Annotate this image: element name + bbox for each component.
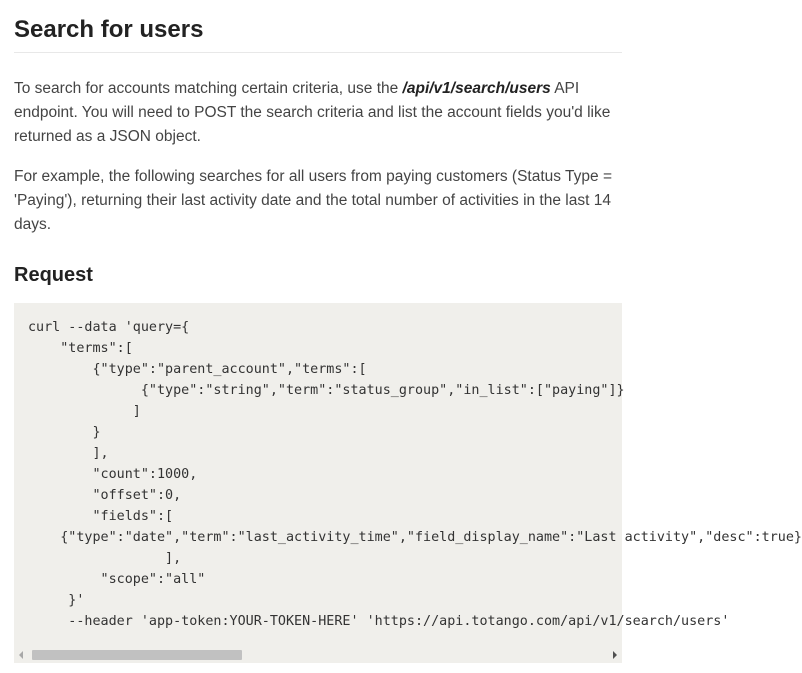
intro-text-after: API endpoint. You will need to POST the search criteria and list the account fields you'd like returned as a JSON object. [14,80,611,145]
code-line: "fields":[ [28,509,174,524]
horizontal-scrollbar[interactable] [14,647,622,663]
code-line: "scope":"all" [28,572,206,587]
code-line: "offset":0, [28,488,182,503]
code-line: {"type":"parent_account","terms":[ [28,362,367,377]
scroll-right-arrow-icon[interactable] [613,651,617,659]
request-heading: Request [14,264,93,286]
intro-text-before: To search for accounts matching certain criteria, use the [14,80,403,97]
scroll-left-arrow-icon[interactable] [19,651,23,659]
code-line: ], [28,551,182,566]
code-line: {"type":"date","term":"last_activity_time","field_display_name":"Last activity","desc":true} [28,530,802,545]
code-line: curl --data 'query={ [28,320,190,335]
scrollbar-thumb[interactable] [32,650,242,660]
page-title: Search for users [14,0,622,53]
code-content [28,317,802,632]
code-line: }' [28,593,85,608]
api-path: /api/v1/search/users [402,80,551,97]
example-paragraph: For example, the following searches for all users from paying customers (Status Type = 'Paying'), returning their last activity date and the total number of activities in the last 14 days. [14,168,613,233]
code-line: "terms":[ [28,341,133,356]
code-line: "count":1000, [28,467,198,482]
code-line: } [28,425,101,440]
code-block[interactable] [14,303,802,663]
article [14,0,802,663]
intro-paragraph [14,77,622,149]
code-line: ], [28,446,109,461]
code-line: --header 'app-token:YOUR-TOKEN-HERE' 'https://api.totango.com/api/v1/search/users' [28,614,730,629]
code-line: ] [28,404,141,419]
code-line: {"type":"string","term":"status_group","in_list":["paying"]} [28,383,625,398]
